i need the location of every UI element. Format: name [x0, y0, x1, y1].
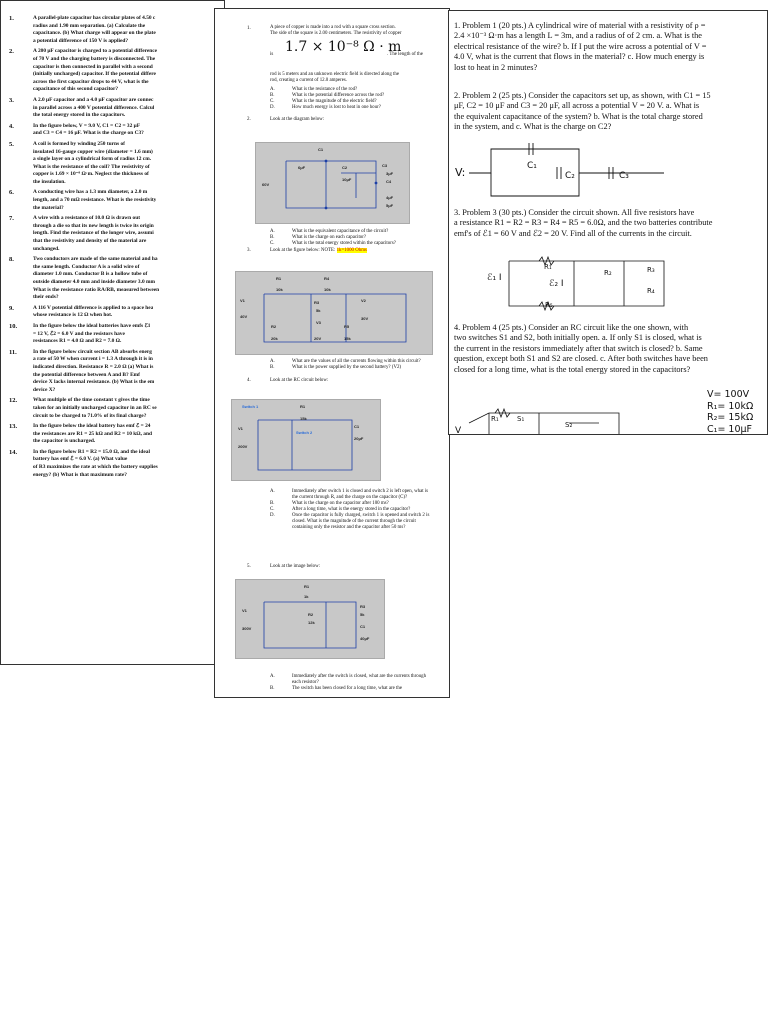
problem-number: 12. [9, 397, 18, 405]
problem-2-text: 2. Problem 2 (25 pts.) Consider the capacitors set up, as shown, with C1 = 15 μF, C2 = 10 μF and C3 = 20 μF, all across a potential V = 20 V. a. What is the equivalent capacitance of the system? b. What is the total charge stored in the system, and c. What is the charge on C2? [454, 91, 711, 132]
problem-4-text: 4. Problem 4 (25 pts.) Consider an RC circuit like the one shown, with two switches S1 and S2, both initially open. a. If only S1 is closed, what is the current in the resistors immediately after that switch is closed? b. Same question, except both S1 and S2 are closed. c. After both switches have been closed for a long time, what is the total energy stored in the capacitors? [454, 323, 708, 374]
resistor-label: R₃ [647, 266, 655, 274]
answer-list: A. Immediately after switch 1 is closed and switch 2 is left open, what is the current through R, and the charge on the capacitor (C)? B. What is the charge on the capacitor after 100 ms? C. After a long time, what is the energy stored in the capacitor? D. Once the capacitor is fully charged, switch 1 is opened and switch 2 is closed. What is the magnitude of the current through the circuit containing only the resistor and the capacitor after 50 ms? [270, 489, 430, 530]
problem-item [5, 189, 223, 212]
problem-text: In the figure below R1 = R2 = 15.0 Ω, and the ideal battery has emf ℰ = 6.0 V. (a) What value of R3 maximizes the rate at which the battery supplies energy? (b) What is that maximum rate? [33, 448, 158, 478]
problem-text: In the figure below the ideal battery has emf ℰ = 24 the resistances are R1 = 25 kΩ and R2 = 10 kΩ, and the capacitor is uncharged. [33, 423, 152, 445]
question-number: 2. [247, 117, 251, 122]
problem-3-text: 3. Problem 3 (30 pts.) Consider the circuit shown. All five resistors have a resistance R1 = R2 = R3 = R4 = R5 = 6.0Ω, and the two batteries contribute emf's of ℰ1 = 60 V and ℰ2 = 20 V. Find all of the currents in the circuit. [454, 208, 713, 238]
question-text: . The length of the [387, 52, 423, 57]
problem-list [5, 15, 223, 482]
question-text: rod is 5 meters and an unknown electric field is directed along the rod, creating a current of 12.0 amperes. [270, 72, 400, 84]
problem-text: A 116 V potential difference is applied to a space hea whose resistance is 12 Ω when hot. [33, 304, 154, 319]
problem-text: A parallel-plate capacitor has circular plates of 4.50 c radius and 1.90 mm separation. (a) Calculate the capacitance. (b) What charge will appear on the plate a potential difference of 150 V is applied? [33, 15, 156, 44]
problem-item [5, 323, 223, 346]
capacitor-label: C₂ [565, 171, 575, 181]
circuit-wires [256, 143, 411, 225]
problem-number: 7. [9, 215, 14, 223]
question-text: Look at the figure below: NOTE: 1k=1000 Ohms [270, 248, 367, 253]
resistor-label: R₁ [491, 415, 499, 423]
answer-list: A. What is the resistance of the rod? B. What is the potential difference across the rod? C. What is the magnitude of the electric field? D. How much energy is lost to heat in one hour? [270, 87, 385, 110]
problem-text: A 200 μF capacitor is charged to a potential difference of 70 V and the charging battery is disconnected. The capacitor is then connected in parallel with a second (initially uncharged) capacitor. If the potential differe across the first capacitor drops to 44 V, what is the capacitance of this second capacitor? [33, 48, 158, 93]
answer-list: A. What are the values of all the currents flowing within this circuit? B. What is the power supplied by the second battery? (V2) [270, 359, 421, 370]
voltage-label: V: [455, 166, 466, 179]
switch-label: S₂ [565, 421, 573, 429]
resistor-capacitor-circuit-diagram: R1 1k V1 300V R2 12k R3 5k C1 40μF [235, 579, 385, 659]
rc-circuit-sketch [459, 401, 639, 435]
problem-text: A coil is formed by winding 250 turns of insulated 16-gauge copper wire (diameter = 1.6 mm) a single layer on a cylindrical form of radius 12 cm. What is the resistance of the coil? The resistivity of copper is 1.69 × 10⁻⁸ Ω·m. Neglect the thickness of the insulation. [33, 140, 153, 185]
capacitor-label: C₃ [619, 171, 629, 181]
emf-label: ℰ₁ I [487, 273, 502, 283]
resistivity-value: 1.7 × 10⁻⁸ Ω · m [285, 39, 402, 55]
capacitor-sketch [449, 141, 669, 206]
problem-number: 2. [9, 48, 14, 56]
resistor-network-sketch [479, 251, 679, 311]
problem-number: 11. [9, 348, 17, 356]
problem-number: 10. [9, 322, 18, 330]
problem-number: 5. [9, 140, 14, 148]
problem-number: 8. [9, 256, 14, 264]
document-page-3 [448, 10, 768, 435]
question-number: 3. [247, 248, 251, 253]
problem-item [5, 97, 223, 120]
capacitor-circuit-diagram: C1 6μF C2 10μF C3 3μF C4 4μF 5μF 60V [255, 142, 410, 224]
problem-text: A 2.0 μF capacitor and a 4.0 μF capacitor are connec in parallel across a 400 V potential difference. Calcul the total energy stored in the capacitors. [33, 96, 155, 119]
question-number: 4. [247, 378, 251, 383]
resistor-battery-circuit-diagram: R1 10k R4 10k R3 5k V1 40V V2 30V V3 20V R2 20k R5 15k [235, 271, 433, 355]
emf-label: ℰ₂ I [549, 279, 564, 289]
resistor-label: R₁ [544, 263, 552, 271]
problem-item [5, 449, 223, 479]
question-text: Look at the diagram below: [270, 117, 325, 122]
problem-item [5, 256, 223, 302]
problem-item [5, 397, 223, 420]
problem-item [5, 15, 223, 45]
answer-list: A. Immediately after the switch is closed, what are the currents through each resistor? B. The switch has been closed for a long time, what are the [270, 674, 427, 691]
problem-text: In the figure below the ideal batteries have emfs ℰ1 = 12 V, ℰ2 = 6.0 V and the resistors have resistances R1 = 4.0 Ω and R2 = 7.0 Ω. [33, 322, 151, 345]
problem-number: 9. [9, 304, 14, 312]
problem-number: 1. [9, 15, 14, 22]
problem-text: What multiple of the time constant τ gives the time taken for an initially uncharged capacitor in an RC se circuit to be charged to 71.0% of its final charge? [33, 397, 157, 419]
problem-item [5, 349, 223, 395]
problem-text: A conducting wire has a 1.3 mm diameter, a 2.0 m length, and a 70 mΩ resistance. What is the resistivity the material? [33, 189, 157, 211]
problem-item [5, 215, 223, 253]
problem-number: 4. [9, 122, 14, 130]
circuit-wires [232, 400, 382, 482]
question-text: is [270, 52, 274, 57]
resistor-label: R₂ [604, 269, 612, 277]
capacitor-label: C₁ [527, 161, 537, 171]
question-number: 1. [247, 26, 251, 31]
document-page-1 [0, 0, 225, 665]
problem-item [5, 141, 223, 187]
question-text: Look at the image below: [270, 564, 320, 569]
answer-list: A. What is the equivalent capacitance of the circuit? B. What is the charge on each capacitor? C. What is the total energy stored within the capacitors? [270, 229, 396, 246]
problem-item [5, 123, 223, 138]
question-text: Look at the RC circuit below: [270, 378, 329, 383]
voltage-label: V [455, 426, 462, 435]
problem-1-text: 1. Problem 1 (20 pts.) A cylindrical wire of material with a resistivity of ρ = 2.4 ×10⁻³ Ω·m has a length L = 3m, and a radius of of 2 cm. a. What is the electrical resistance of the wire? b. If I put the wire across a potential of V = 4.0 V, what is the current that flows in the material? c. How much energy is lost to heat in 2 minutes? [454, 21, 707, 72]
problem-text: In the figure below circuit section AB absorbs energ a rate of 50 W when current i = 1.3 A through it is in indicated direction. Resistance R = 2.0 Ω (a) What is the potential difference between A and B? Emf device X lacks internal resistance. (b) What is the em device X? [33, 348, 155, 393]
switch-label: S₁ [517, 415, 525, 423]
problem-text: A wire with a resistance of 10.0 Ω is drawn out through a die so that its new length is twice its origin length. Find the resistance of the longer wire, assumi that the resistivity and density of the material are unchanged. [33, 215, 154, 252]
question-number: 5. [247, 564, 251, 569]
note-highlight: 1k=1000 Ohms [336, 248, 367, 253]
rc-circuit-diagram: Switch 1 R1 15k V1 200V C1 20μF Switch 2 [231, 399, 381, 481]
problem-text: In the figure below, V = 9.0 V, C1 = C2 = 32 μF and C3 = C4 = 16 μF. What is the charge on C3? [33, 122, 144, 137]
resistor-label: R₅ [545, 301, 553, 309]
problem-number: 14. [9, 448, 18, 456]
problem-item [5, 423, 223, 446]
document-page-2 [214, 8, 450, 698]
question-text: A piece of copper is made into a rod with a square cross section. The side of the square is 2.00 centimeters. The resistivity of copper [270, 25, 402, 37]
resistor-label: R₄ [647, 287, 655, 295]
problem-item [5, 305, 223, 320]
problem-number: 13. [9, 423, 18, 431]
problem-number: 6. [9, 189, 14, 197]
circuit-wires [236, 272, 434, 356]
problem-number: 3. [9, 96, 14, 104]
problem-text: Two conductors are made of the same material and ha the same length. Conductor A is a solid wire of diameter 1.0 mm. Conductor B is a hollow tube of outside diameter 4.0 mm and inside diameter 3.0 mm What is the resistance ratio RA/RB, measured between their ends? [33, 256, 160, 301]
given-values: V= 100V R₁= 10kΩ R₂= 15kΩ C₁= 10μF [707, 389, 754, 435]
problem-item [5, 48, 223, 94]
